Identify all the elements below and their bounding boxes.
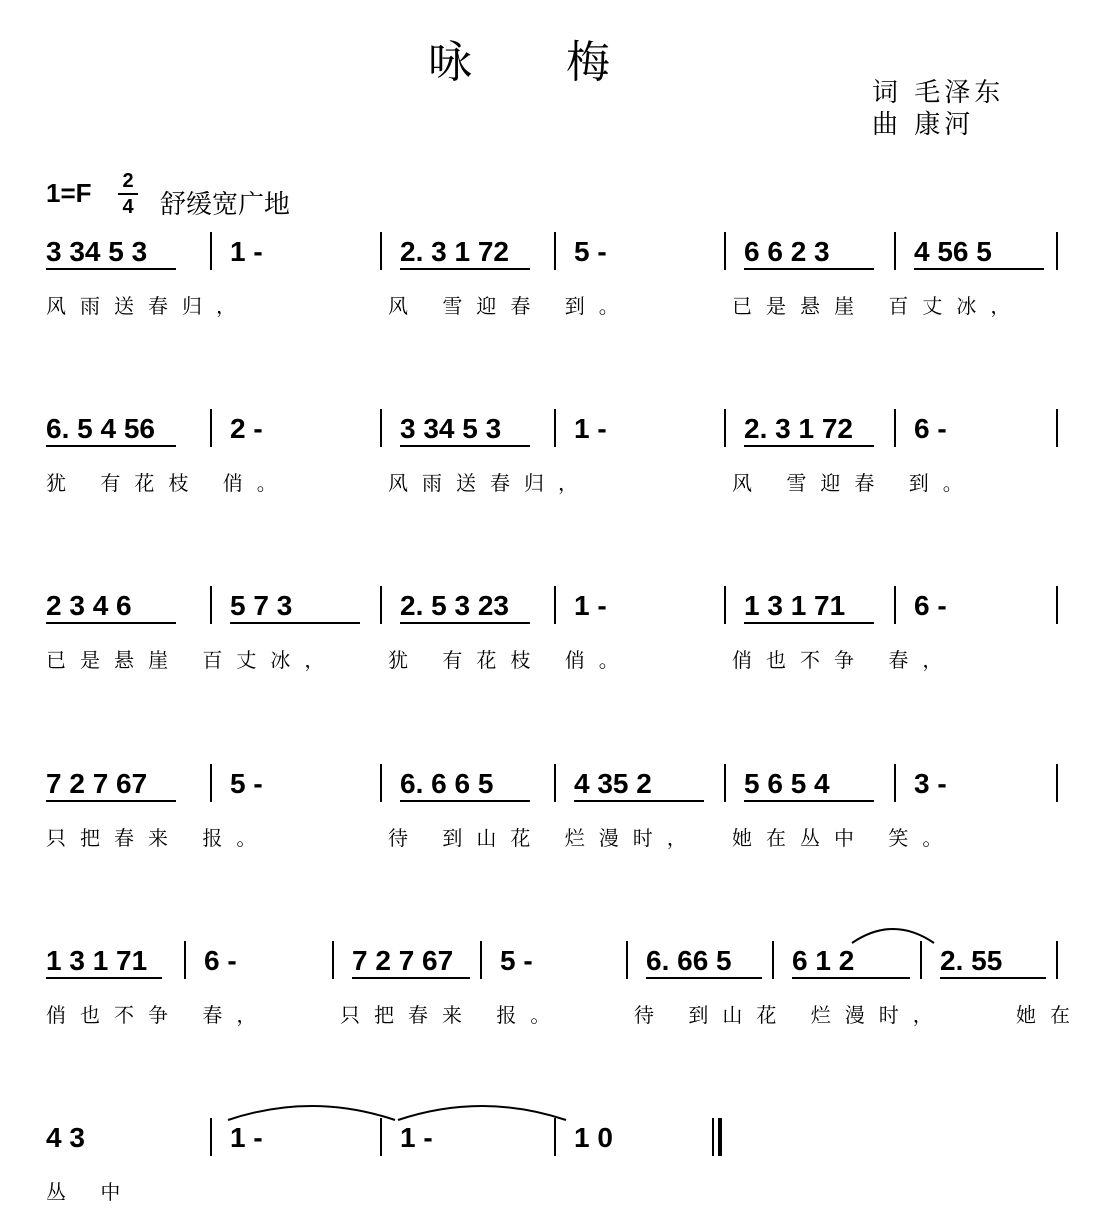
measure-notes: 1 - <box>574 590 607 621</box>
lyric-line: 只把春来 报。 <box>46 826 271 850</box>
tie-arc <box>228 1106 395 1120</box>
lyric-line: 风雨送春归， <box>388 471 592 495</box>
measure-notes: 2. 3 1 72 <box>400 236 509 267</box>
lyric-line: 丛 中 <box>46 1180 135 1204</box>
measure-notes: 2. 3 1 72 <box>744 413 853 444</box>
measure-notes: 2. 5 3 23 <box>400 590 509 621</box>
measure-notes: 6. 5 4 56 <box>46 413 155 444</box>
measure-notes: 5 - <box>230 768 263 799</box>
measure-notes: 3 34 5 3 <box>46 236 148 267</box>
measure-notes: 4 3 <box>46 1122 85 1153</box>
lyric-line: 她在 <box>1016 1003 1084 1027</box>
measure-notes: 1 3 1 71 <box>744 590 846 621</box>
tie-arc <box>852 929 934 943</box>
lyric-line: 风 雪迎春 到。 <box>388 294 633 318</box>
measure-notes: 6 - <box>204 945 237 976</box>
measure-notes: 6. 66 5 <box>646 945 732 976</box>
measure-notes: 7 2 7 67 <box>352 945 454 976</box>
lyric-line: 风 雪迎春 到。 <box>732 471 977 495</box>
lyric-line: 待 到山花 烂漫时， <box>388 826 701 850</box>
lyricist-credit: 词 毛泽东 <box>872 78 1005 108</box>
measure-notes: 2 - <box>230 413 263 444</box>
measure-notes: 2. 55 <box>940 945 1003 976</box>
lyric-line: 俏也不争 春， <box>46 1003 271 1027</box>
measure-notes: 6 6 2 3 <box>744 236 830 267</box>
measure-notes: 1 3 1 71 <box>46 945 148 976</box>
measure-notes: 6 1 2 <box>792 945 855 976</box>
measure-notes: 5 6 5 4 <box>744 768 830 799</box>
tie-arc <box>398 1106 566 1120</box>
measure-notes: 6 - <box>914 590 947 621</box>
measure-notes: 6. 6 6 5 <box>400 768 494 799</box>
composer-credit: 曲 康河 <box>872 110 975 140</box>
lyric-line: 她在丛中 笑。 <box>732 826 957 850</box>
measure-notes: 5 - <box>500 945 533 976</box>
lyric-line: 已是悬崖 百丈冰， <box>46 648 339 672</box>
measure-notes: 1 - <box>574 413 607 444</box>
time-signature-top: 2 <box>122 170 134 192</box>
measure-notes: 5 7 3 <box>230 590 293 621</box>
tempo-marking: 舒缓宽广地 <box>160 190 291 220</box>
measure-notes: 5 - <box>574 236 607 267</box>
lyric-line: 俏也不争 春， <box>732 648 957 672</box>
lyric-line: 风雨送春归， <box>46 294 250 318</box>
lyric-line: 犹 有花枝 俏。 <box>388 648 633 672</box>
measure-notes: 3 - <box>914 768 947 799</box>
measure-notes: 3 34 5 3 <box>400 413 502 444</box>
measure-notes: 2 3 4 6 <box>46 590 132 621</box>
measure-notes: 1 0 <box>574 1122 613 1153</box>
measure-notes: 4 35 2 <box>574 768 652 799</box>
measure-notes: 1 - <box>400 1122 433 1153</box>
measure-notes: 4 56 5 <box>914 236 992 267</box>
song-title: 咏 梅 <box>428 37 650 88</box>
time-signature-bottom: 4 <box>122 196 134 218</box>
lyric-line: 只把春来 报。 <box>340 1003 565 1027</box>
lyric-line: 已是悬崖 百丈冰， <box>732 294 1025 318</box>
measure-notes: 1 - <box>230 236 263 267</box>
measure-notes: 6 - <box>914 413 947 444</box>
lyric-line: 犹 有花枝 俏。 <box>46 471 291 495</box>
key-signature: 1=F <box>46 178 92 208</box>
measure-notes: 7 2 7 67 <box>46 768 148 799</box>
measure-notes: 1 - <box>230 1122 263 1153</box>
lyric-line: 待 到山花 烂漫时， <box>634 1003 947 1027</box>
